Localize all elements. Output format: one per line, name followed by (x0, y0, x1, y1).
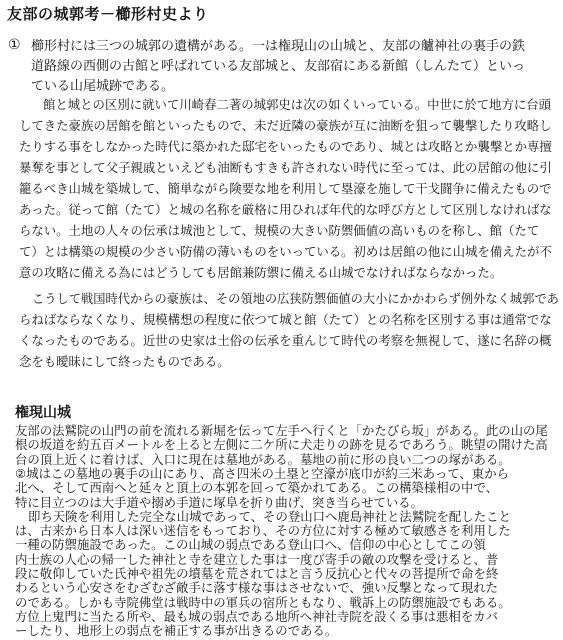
text-line: ②城はこの墓地の裏手の山にあり、高さ四米の土塁と空濠が底巾が約三米あって、東から (15, 465, 509, 481)
text-line: 暴奪を事として父子親戚といえども油断もすきも許されない時代に至っては、此の居館の他に引 (19, 160, 552, 175)
text-line: 北へ、そして西南へと延々と頂上の本郭を回って築かれてある。この構築様相の中で、 (15, 480, 498, 496)
text-line: のである。しかも寺院佛堂は戦時中の軍兵の宿所ともなり、戦訴上の防禦施設でもある。 (15, 594, 511, 610)
text-line: 道路線の西側の古館と呼ばれている友部城と、友部宿にある新館（しんたて）といっ (31, 59, 526, 74)
text-line: 即ち天険を利用した完全な山城であって、その登山口へ鹿島神社と法鷲院を配したこと (28, 508, 511, 524)
text-line: 根の坂道を約五百メートルを上ると左側に二ケ所に犬走りの跡を見るであろう。眺望の開けた高 (15, 437, 548, 453)
section-heading: 権現山城 (15, 405, 71, 421)
text-line: 籠るべき山城を築城して、簡単ながら険要な地を利用して塁濠を施して干戈闘争に備えたもので (19, 181, 552, 196)
text-line: わるという心安さをむざむざ敵手に落す様な事はさせないで、強い反撃となって現れた (15, 580, 498, 596)
text-line: 内士族の人心の帰一した神社と寺を建立した事は一度び寄手の敵の攻撃を受けると、普 (15, 551, 499, 567)
item-number-marker: ① (8, 37, 21, 53)
document-title: 友部の城郭考－櫛形村史より (7, 5, 209, 23)
text-line: 一種の防禦施設であった。この山城の弱点である登山口へ、信仰の中心としてこの領 (15, 537, 486, 553)
text-line: 櫛形村には三つの城郭の遺構がある。一は権現山の山城と、友部の艫神社の裏手の鉄 (31, 39, 526, 54)
text-line: 友部の法鷲院の山門の前を流れる新堀を伝って左手へ行くと「かたびら坂」がある。此の山の尾 (15, 423, 548, 438)
text-line: くなったものである。近世の史家は土俗の伝承を重んじて時代の考察を無視して、遂に名辞の概 (19, 333, 552, 348)
text-line: は、古来から日本人は深い迷信をもっており、その方位に対する極めて敏感さを利用した (15, 523, 511, 539)
text-line: 特に目立つのは大手道や搦め手道に塚阜を折り曲げ、突き当らせている。 (15, 494, 424, 510)
text-line: 念をも曖昧にして終ったものである。 (19, 354, 230, 369)
text-line: 館と城との区別に就いて川崎春二著の城郭史は次の如くいっている。中世に於て地方に台頭 (43, 97, 552, 112)
text-line: 意の攻略に備える為にはどうしても居館兼防禦に備える山城でなければならなかった。 (19, 265, 503, 280)
text-line: 段に敬仰していた氏神や祖先の墳墓を荒されてはと言う反抗心と代々の菩提所で命を終 (15, 566, 499, 581)
text-line: 台の頂上近くに着けば、入口に現在は墓地がある。墓地の前に形の良い二つの塚がある。 (15, 451, 511, 467)
text-line: 方位上鬼門に当たる所や、最も城の弱点である地所へ神社寺院を設くる事は悪相をカバ (15, 608, 498, 624)
text-line: たりする事をしなかった時代に築かれた邸宅をいったものであり、城とは攻略とか襲撃とか専擅 (19, 139, 552, 154)
text-line: らねばならなくなり、規模構想の程度に依つて城と館（たて）との名称を区別する事は通常でな (19, 312, 552, 327)
text-line: らない。土地の人々の伝承は城池として、規模の大きい防禦価値の高いものを称し、館（たて (19, 223, 540, 238)
text-line: してきた豪族の居館を館といったもので、未だ近隣の豪族が互に油断を狙って襲撃したり攻略し (19, 118, 552, 133)
text-line: ている山尾城跡である。 (31, 79, 175, 94)
text-line: ーしたり、地形上の弱点を補正する事が出きるのである。 (15, 623, 338, 639)
text-line: あった。従って館（たて）と城の名称を厳格に用ひれば年代的な呼び方として区別しなければな (19, 202, 552, 217)
text-line: て）とは構築の規模の少さい防備の薄いものをいっている。初めは居館の他に山城を備えたが不 (19, 244, 552, 259)
text-line: こうして戦国時代からの豪族は、その領地の広狭防禦価値の大小にかかわらず例外なく城郭であ (32, 291, 559, 306)
